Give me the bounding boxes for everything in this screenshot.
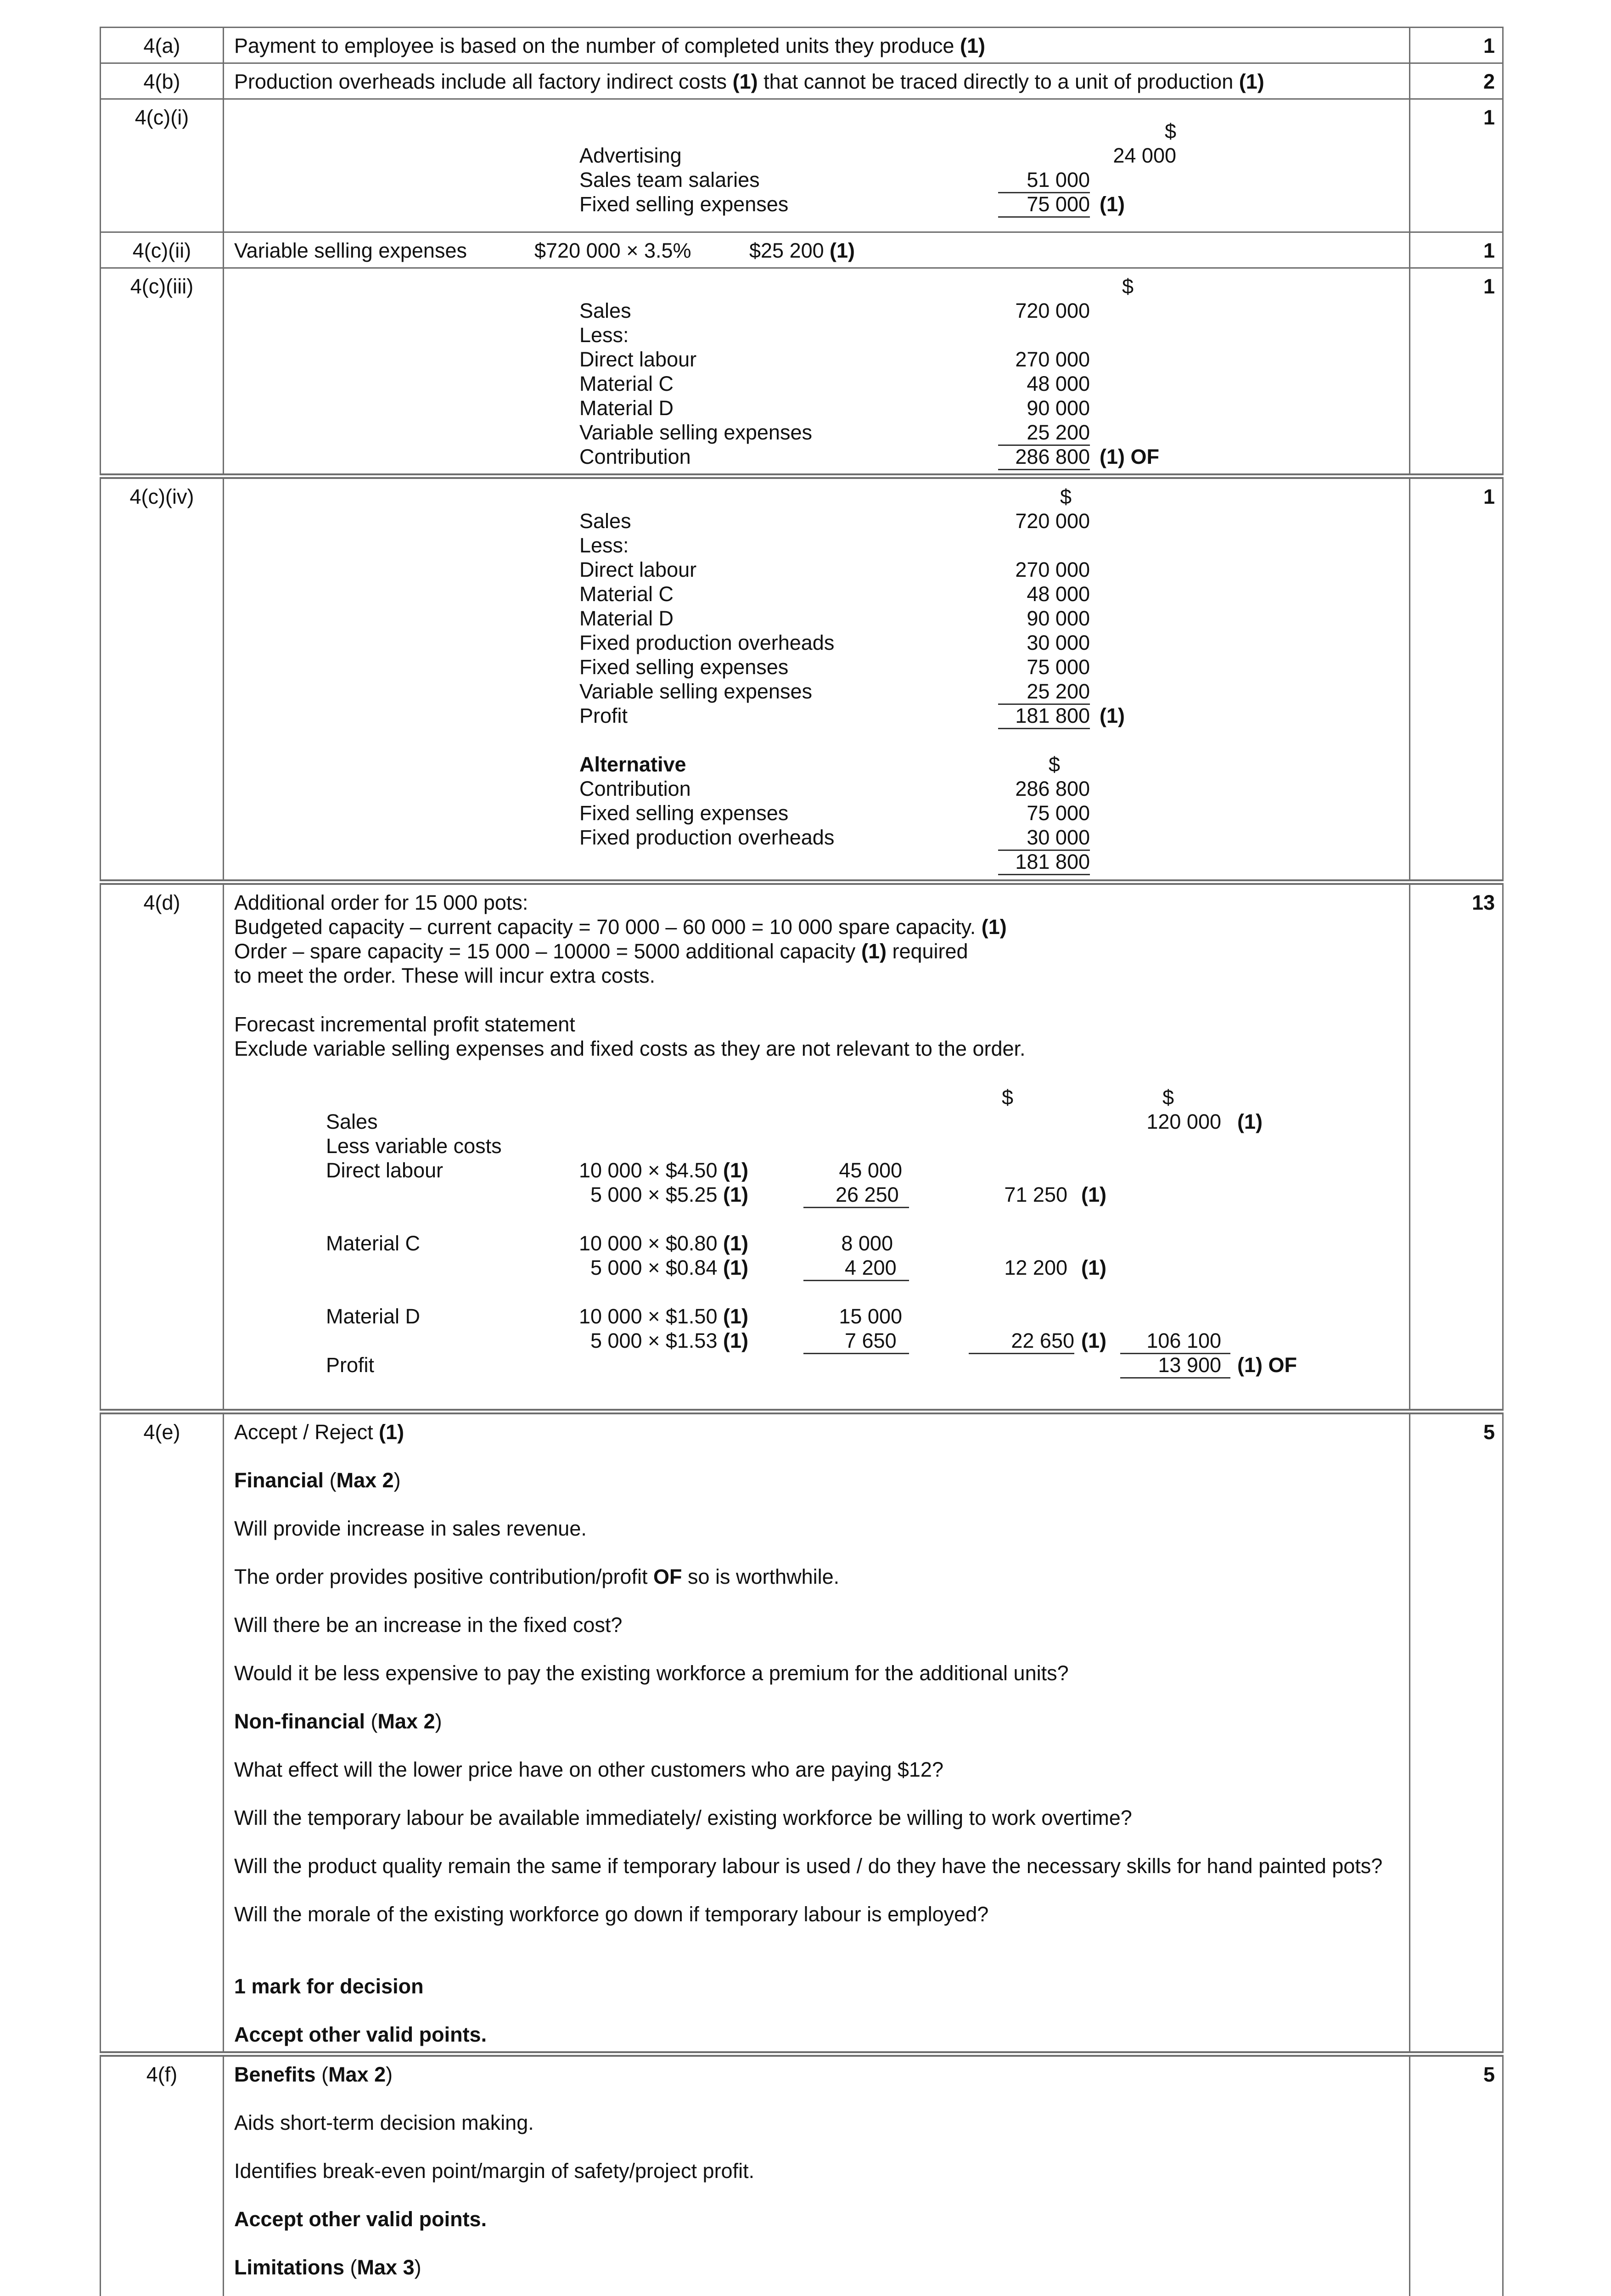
- row-4civ: [101, 476, 1503, 882]
- mark-indicator: (1) OF: [1237, 1353, 1297, 1377]
- line-amount: 24 000: [1113, 144, 1176, 167]
- row-4cii: [101, 232, 1503, 268]
- question-number: 4(e): [101, 1412, 224, 2054]
- row-4a: [101, 28, 1503, 63]
- line-label: Less variable costs: [326, 1134, 502, 1158]
- answer-cell: [224, 476, 1410, 882]
- question-number: 4(c)(i): [101, 99, 224, 232]
- answer-cell: [224, 99, 1410, 232]
- line-amount: 75 000: [1027, 801, 1090, 825]
- mark-indicator: (1): [1100, 704, 1125, 727]
- line-amount: 4 200: [803, 1255, 909, 1281]
- profit-calculation: [234, 484, 1399, 875]
- row-4b: [101, 63, 1503, 99]
- line-amount: 8 000: [841, 1232, 893, 1255]
- intro-line: Budgeted capacity – current capacity = 70 000 – 60 000 = 10 000 spare capacity. (1): [234, 915, 1007, 939]
- calculation: 5 000 × $0.84 (1): [590, 1256, 748, 1279]
- point: Identifies break-even point/margin of safety/project profit.: [234, 2159, 755, 2183]
- row-4e: [101, 1412, 1503, 2054]
- line-amount: 720 000: [1015, 299, 1090, 322]
- currency-header: $: [1164, 119, 1176, 143]
- line-amount: 45 000: [839, 1159, 902, 1182]
- line-label: Material C: [579, 372, 674, 395]
- line-label: Material D: [579, 607, 674, 630]
- line-label: Contribution: [579, 445, 691, 468]
- answer-cell: [224, 28, 1410, 63]
- calculation: 10 000 × $0.80 (1): [578, 1232, 748, 1255]
- marks-cell: 1: [1410, 232, 1503, 268]
- line-label: Variable selling expenses: [234, 239, 467, 262]
- line-label: Direct labour: [326, 1159, 443, 1182]
- calculation: 5 000 × $5.25 (1): [590, 1183, 748, 1206]
- subtotal-amount: 12 200: [1004, 1256, 1067, 1279]
- accept-note: Accept other valid points.: [234, 2207, 487, 2231]
- line-label: Less:: [579, 323, 629, 347]
- point: Aids short-term decision making.: [234, 2111, 534, 2134]
- alternative-heading: Alternative: [579, 753, 686, 776]
- decision-line: Accept / Reject (1): [234, 1420, 404, 1444]
- answer-cell: [224, 268, 1410, 477]
- calculation: 10 000 × $1.50 (1): [578, 1305, 748, 1328]
- calculation: 5 000 × $1.53 (1): [590, 1329, 748, 1352]
- accept-note: Accept other valid points.: [234, 2023, 487, 2046]
- question-number: 4(d): [101, 882, 224, 1412]
- point: The order provides positive contribution/profit OF so is worthwhile.: [234, 1565, 840, 1588]
- answer-text: that cannot be traced directly to a unit of production: [763, 70, 1234, 93]
- line-amount: 25 200: [998, 420, 1090, 446]
- variable-selling-line: [234, 238, 1399, 263]
- calculation: $720 000 × 3.5%: [534, 239, 691, 262]
- row-4ci: [101, 99, 1503, 232]
- total-amount: 181 800: [998, 850, 1090, 875]
- mark-indicator: (1): [1081, 1256, 1106, 1279]
- line-label: Contribution: [579, 777, 691, 800]
- benefits-heading: Benefits (Max 2): [234, 2063, 393, 2086]
- non-financial-heading: Non-financial (Max 2): [234, 1710, 442, 1733]
- sales-amount: 120 000: [1146, 1110, 1221, 1133]
- fixed-selling-calculation: [234, 105, 1399, 227]
- answer-cell: [224, 2054, 1410, 2296]
- forecast-note: Exclude variable selling expenses and fixed costs as they are not relevant to the order.: [234, 1037, 1026, 1060]
- answer-cell: [224, 1412, 1410, 2054]
- currency-header: $: [1048, 753, 1060, 776]
- line-label: Fixed selling expenses: [579, 192, 789, 216]
- answer-cell: [224, 882, 1410, 1412]
- mark-indicator: (1): [1237, 1110, 1263, 1133]
- limitations-heading: Limitations (Max 3): [234, 2256, 421, 2279]
- line-label: Sales: [579, 509, 631, 533]
- line-amount: 15 000: [839, 1305, 902, 1328]
- line-label: Fixed production overheads: [579, 826, 835, 849]
- answer-text: Payment to employee is based on the number of completed units they produce: [234, 34, 954, 57]
- column-header: $: [1002, 1086, 1014, 1109]
- mark-indicator: (1): [1081, 1329, 1106, 1352]
- answer-text: Production overheads include all factory indirect costs: [234, 70, 727, 93]
- mark-indicator: (1): [1100, 192, 1125, 216]
- question-number: 4(c)(ii): [101, 232, 224, 268]
- line-amount: 90 000: [1027, 607, 1090, 630]
- point: Will the temporary labour be available immediately/ existing workforce be willing to work overtime?: [234, 1806, 1132, 1829]
- line-label: Material C: [579, 582, 674, 606]
- currency-header: $: [1060, 485, 1072, 508]
- question-number: 4(a): [101, 28, 224, 63]
- question-number: 4(f): [101, 2054, 224, 2296]
- line-label: Fixed selling expenses: [579, 801, 789, 825]
- line-label: Sales: [579, 299, 631, 322]
- line-amount: 51 000: [998, 168, 1090, 193]
- incremental-profit-statement: [234, 1085, 1399, 1404]
- line-amount: 286 800: [1015, 777, 1090, 800]
- line-amount: 7 650: [803, 1328, 909, 1354]
- answer-cell: [224, 232, 1410, 268]
- line-amount: 25 200: [998, 679, 1090, 705]
- column-header: $: [1162, 1086, 1174, 1109]
- point: What effect will the lower price have on other customers who are paying $12?: [234, 1758, 943, 1781]
- intro-line: Order – spare capacity = 15 000 – 10000 = 5000 additional capacity (1) required: [234, 940, 968, 963]
- question-number: 4(c)(iv): [101, 476, 224, 882]
- line-amount: 26 250: [803, 1182, 909, 1208]
- intro-line: to meet the order. These will incur extra costs.: [234, 964, 656, 987]
- mark-indicator: (1): [1239, 70, 1264, 93]
- line-label: Fixed selling expenses: [579, 655, 789, 679]
- variable-cost-total: 106 100: [1120, 1328, 1230, 1354]
- total-amount: 75 000: [998, 192, 1090, 218]
- financial-heading: Financial (Max 2): [234, 1469, 401, 1492]
- line-label: Direct labour: [579, 348, 697, 371]
- line-amount: 270 000: [1015, 348, 1090, 371]
- line-label: Material D: [326, 1305, 421, 1328]
- mark-indicator: (1): [830, 239, 855, 262]
- line-label: Profit: [579, 704, 628, 727]
- line-amount: 30 000: [998, 825, 1090, 851]
- row-4d: [101, 882, 1503, 1412]
- currency-header: $: [1122, 275, 1134, 298]
- marks-cell: 1: [1410, 268, 1503, 477]
- row-4ciii: [101, 268, 1503, 477]
- marks-cell: 13: [1410, 882, 1503, 1412]
- intro-line: Additional order for 15 000 pots:: [234, 891, 528, 914]
- line-amount: 30 000: [1027, 631, 1090, 654]
- line-amount: 75 000: [1027, 655, 1090, 679]
- total-amount: 286 800: [998, 445, 1090, 470]
- question-number: 4(b): [101, 63, 224, 99]
- profit-amount: 13 900: [1120, 1353, 1230, 1379]
- marks-cell: 1: [1410, 28, 1503, 63]
- line-amount: 90 000: [1027, 396, 1090, 420]
- line-amount: 270 000: [1015, 558, 1090, 581]
- line-label: Variable selling expenses: [579, 421, 812, 444]
- total-amount: 181 800: [998, 703, 1090, 729]
- point: Will the morale of the existing workforce go down if temporary labour is employed?: [234, 1902, 989, 1926]
- line-amount: 48 000: [1027, 372, 1090, 395]
- marks-cell: 1: [1410, 99, 1503, 232]
- line-label: Less:: [579, 534, 629, 557]
- line-label: Variable selling expenses: [579, 680, 812, 703]
- contribution-calculation: [234, 274, 1399, 469]
- point: Will there be an increase in the fixed cost?: [234, 1613, 623, 1637]
- mark-indicator: (1): [1081, 1183, 1106, 1206]
- answer-cell: [224, 63, 1410, 99]
- decision-mark-note: 1 mark for decision: [234, 1975, 424, 1998]
- point: Will the product quality remain the same if temporary labour is used / do they have the necessary skills for hand painted pots?: [234, 1854, 1383, 1878]
- marks-cell: 5: [1410, 1412, 1503, 2054]
- subtotal-amount: 22 650: [969, 1328, 1074, 1354]
- mark-indicator: (1): [732, 70, 758, 93]
- marks-cell: 5: [1410, 2054, 1503, 2296]
- line-label: Sales: [326, 1110, 378, 1133]
- calculation: 10 000 × $4.50 (1): [578, 1159, 748, 1182]
- row-4f: [101, 2054, 1503, 2296]
- line-label: Material D: [579, 396, 674, 420]
- line-label: Material C: [326, 1232, 421, 1255]
- point: Will provide increase in sales revenue.: [234, 1517, 587, 1540]
- line-label: Advertising: [579, 144, 682, 167]
- line-label: Sales team salaries: [579, 168, 760, 191]
- line-amount: 720 000: [1015, 509, 1090, 533]
- mark-indicator: (1): [960, 34, 985, 57]
- line-label: Profit: [326, 1353, 375, 1377]
- line-amount: 48 000: [1027, 582, 1090, 606]
- result-amount: $25 200: [749, 239, 824, 262]
- line-label: Fixed production overheads: [579, 631, 835, 654]
- mark-indicator: (1) OF: [1100, 445, 1159, 468]
- mark-scheme-table: [100, 27, 1504, 2296]
- forecast-title: Forecast incremental profit statement: [234, 1013, 575, 1036]
- line-label: Direct labour: [579, 558, 697, 581]
- marks-cell: 2: [1410, 63, 1503, 99]
- point: Would it be less expensive to pay the existing workforce a premium for the additional units?: [234, 1661, 1069, 1685]
- question-number: 4(c)(iii): [101, 268, 224, 477]
- marks-cell: 1: [1410, 476, 1503, 882]
- subtotal-amount: 71 250: [1004, 1183, 1067, 1206]
